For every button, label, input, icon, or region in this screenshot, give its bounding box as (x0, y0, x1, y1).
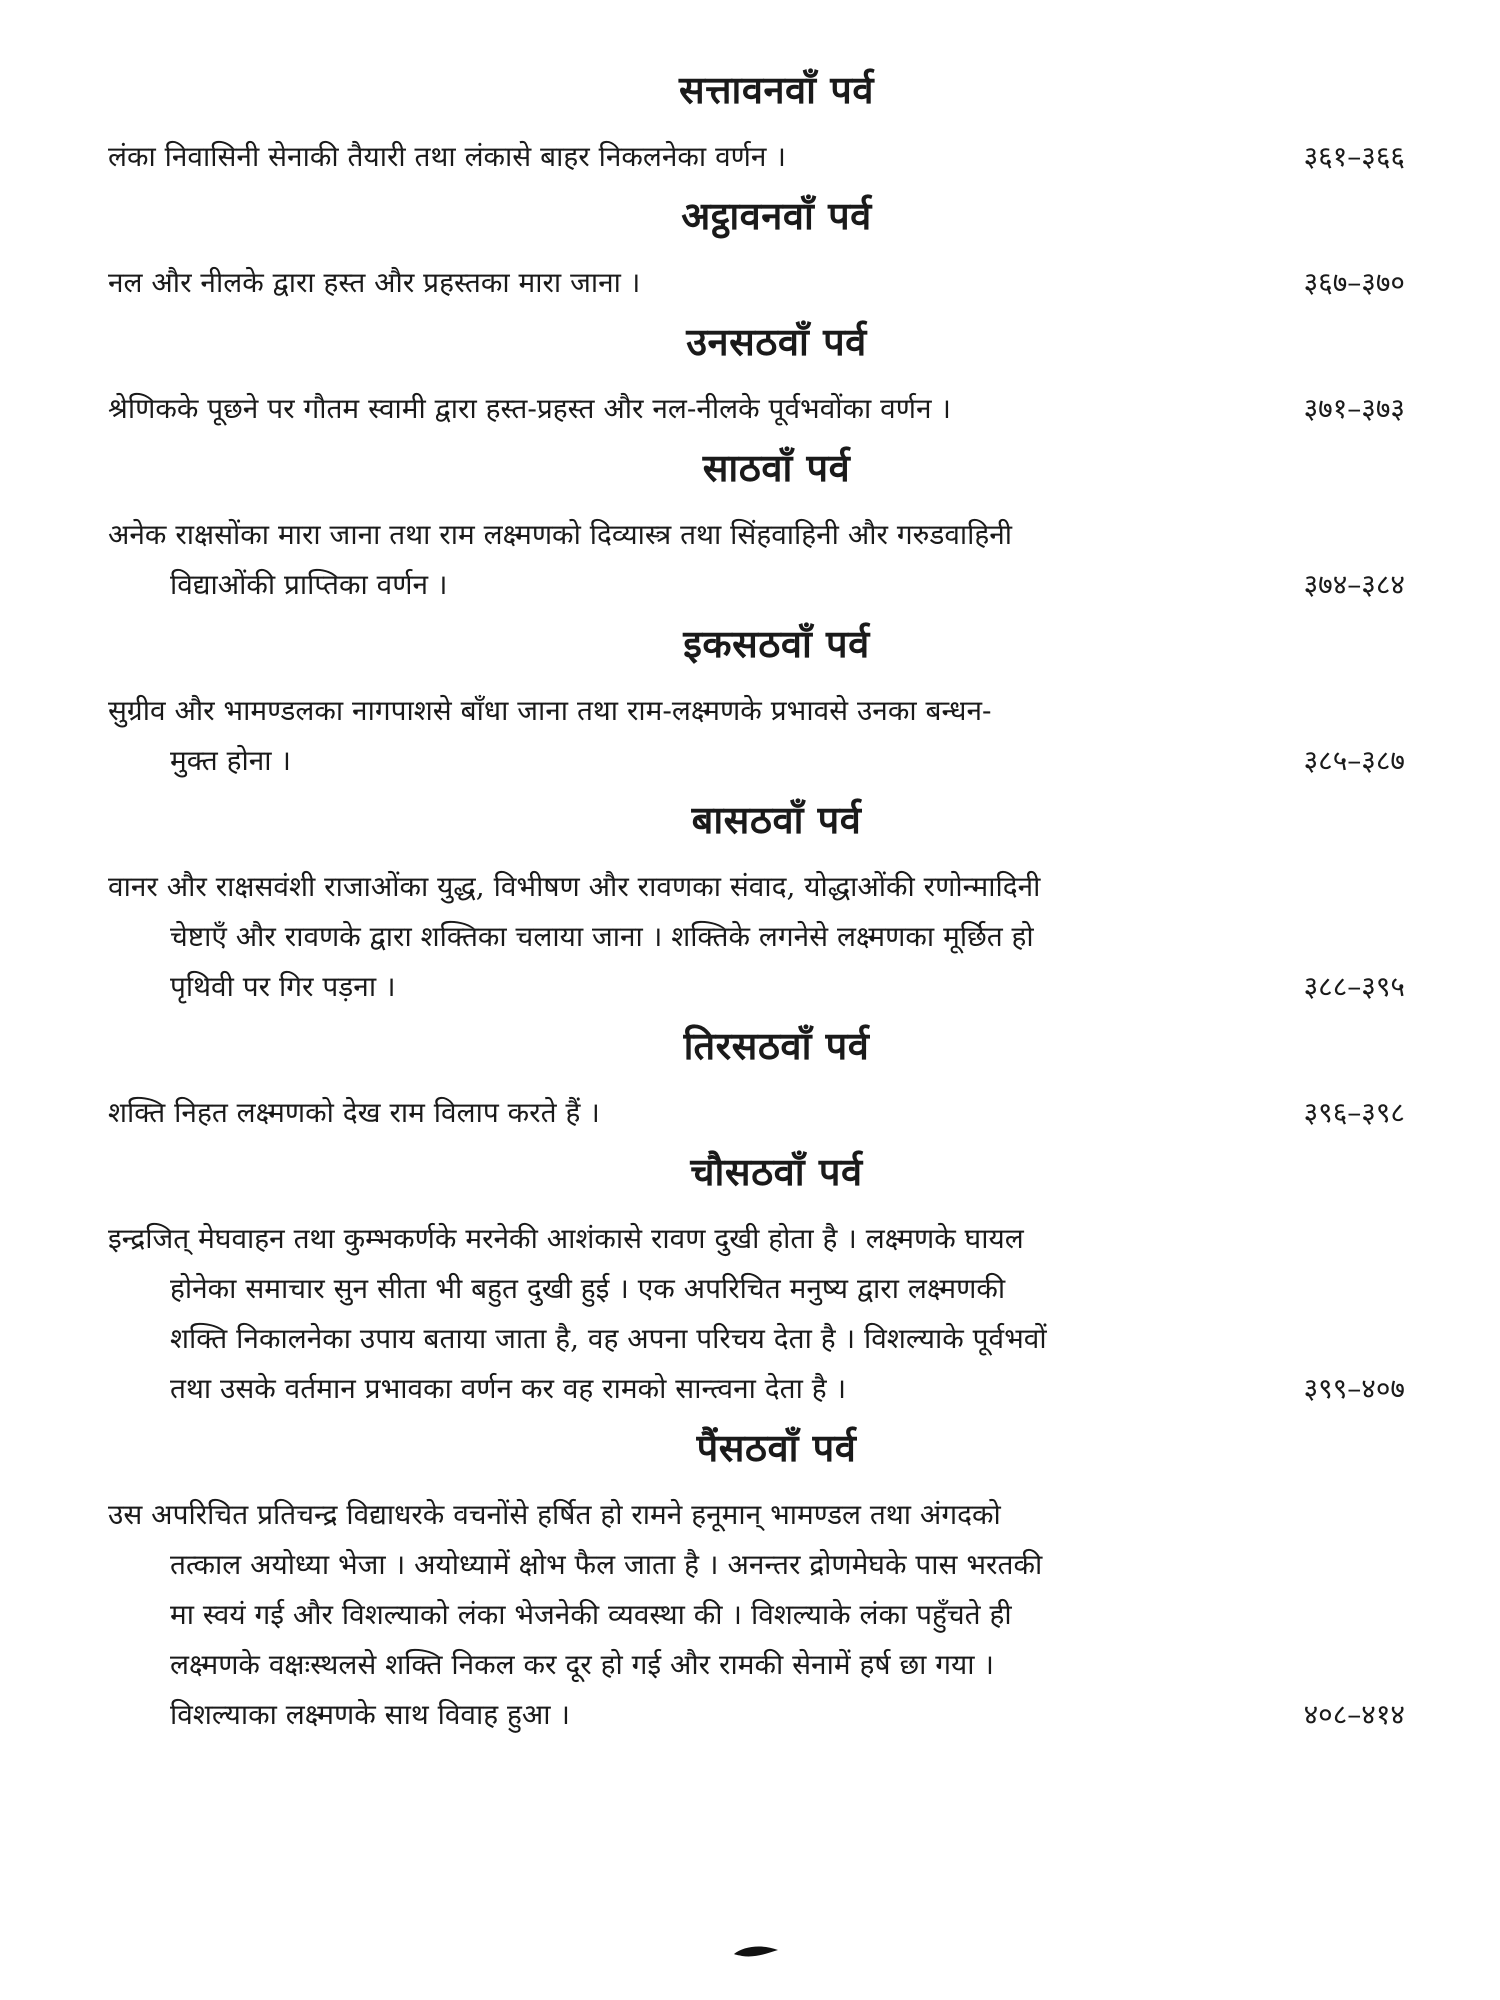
section-heading: सत्तावनवाँ पर्व (679, 68, 874, 112)
page-range: ३७१–३७३ (1303, 392, 1405, 425)
section-heading: उनसठवाँ पर्व (686, 320, 867, 364)
toc-entry (108, 686, 1405, 786)
page-range: ३८५–३८७ (1303, 744, 1405, 777)
section-59 (108, 314, 1405, 434)
entry-line: अनेक राक्षसोंका मारा जाना तथा राम लक्ष्मणको दिव्यास्त्र तथा सिंहवाहिनी और गरुडवाहिनी (108, 518, 1013, 551)
entry-line: लंका निवासिनी सेनाकी तैयारी तथा लंकासे बाहर निकलनेका वर्णन । (108, 140, 786, 173)
page-range: ४०८–४१४ (1303, 1698, 1405, 1731)
section-61 (108, 616, 1405, 786)
entry-line: मा स्वयं गई और विशल्याको लंका भेजनेकी व्यवस्था की । विशल्याके लंका पहुँचते ही (170, 1598, 1012, 1631)
page-range: ३६७–३७० (1303, 266, 1405, 299)
entry-line: शक्ति निहत लक्ष्मणको देख राम विलाप करते हैं । (108, 1096, 600, 1129)
toc-entry (108, 1490, 1405, 1740)
entry-line: विशल्याका लक्ष्मणके साथ विवाह हुआ । (170, 1698, 571, 1731)
entry-line: होनेका समाचार सुन सीता भी बहुत दुखी हुई । एक अपरिचित मनुष्य द्वारा लक्ष्मणकी (170, 1272, 1006, 1305)
entry-line: मुक्त होना । (170, 744, 292, 777)
toc-entry (108, 1088, 1405, 1138)
entry-line: वानर और राक्षसवंशी राजाओंका युद्ध, विभीषण और रावणका संवाद, योद्धाओंकी रणोन्मादिनी (108, 870, 1041, 903)
page-range: ३९६–३९८ (1303, 1096, 1405, 1129)
section-57 (108, 62, 1405, 182)
page-range: ३७४–३८४ (1303, 568, 1405, 601)
entry-line: विद्याओंकी प्राप्तिका वर्णन । (170, 568, 448, 601)
toc-entry (108, 258, 1405, 308)
section-65 (108, 1420, 1405, 1740)
section-heading: साठवाँ पर्व (702, 446, 851, 490)
entry-line: चेष्टाएँ और रावणके द्वारा शक्तिका चलाया जाना । शक्तिके लगनेसे लक्ष्मणका मूर्छित हो (170, 920, 1034, 953)
entry-line: सुग्रीव और भामण्डलका नागपाशसे बाँधा जाना तथा राम-लक्ष्मणके प्रभावसे उनका बन्धन- (108, 694, 992, 727)
leaf-ornament-icon (732, 1944, 780, 1960)
section-heading: तिरसठवाँ पर्व (683, 1024, 870, 1068)
toc-entry (108, 862, 1405, 1012)
entry-line: नल और नीलके द्वारा हस्त और प्रहस्तका मारा जाना । (108, 266, 641, 299)
entry-line: तत्काल अयोध्या भेजा । अयोध्यामें क्षोभ फैल जाता है । अनन्तर द्रोणमेघके पास भरतकी (170, 1548, 1043, 1581)
section-62 (108, 792, 1405, 1012)
toc-entry (108, 132, 1405, 182)
entry-line: शक्ति निकालनेका उपाय बताया जाता है, वह अपना परिचय देता है । विशल्याके पूर्वभवों (170, 1322, 1047, 1355)
section-heading: चौसठवाँ पर्व (690, 1150, 863, 1194)
section-60 (108, 440, 1405, 610)
entry-line: उस अपरिचित प्रतिचन्द्र विद्याधरके वचनोंसे हर्षित हो रामने हनूमान् भामण्डल तथा अंगदको (108, 1498, 1001, 1531)
section-heading: अट्ठावनवाँ पर्व (681, 194, 872, 238)
section-58 (108, 188, 1405, 308)
entry-line: पृथिवी पर गिर पड़ना । (170, 970, 396, 1003)
toc-entry (108, 384, 1405, 434)
page-range: ३९९–४०७ (1303, 1372, 1405, 1405)
toc-entry (108, 1214, 1405, 1414)
page-range: ३८८–३९५ (1303, 970, 1405, 1003)
entry-line: इन्द्रजित् मेघवाहन तथा कुम्भकर्णके मरनेकी आशंकासे रावण दुखी होता है । लक्ष्मणके घायल (108, 1222, 1024, 1255)
entry-line: श्रेणिकके पूछने पर गौतम स्वामी द्वारा हस्त-प्रहस्त और नल-नीलके पूर्वभवोंका वर्णन । (108, 392, 952, 425)
section-63 (108, 1018, 1405, 1138)
section-heading: बासठवाँ पर्व (691, 798, 862, 842)
entry-line: तथा उसके वर्तमान प्रभावका वर्णन कर वह रामको सान्त्वना देता है । (170, 1372, 847, 1405)
toc-entry (108, 510, 1405, 610)
entry-line: लक्ष्मणके वक्षःस्थलसे शक्ति निकल कर दूर हो गई और रामकी सेनामें हर्ष छा गया । (170, 1648, 994, 1681)
section-heading: पैंसठवाँ पर्व (696, 1426, 857, 1470)
section-heading: इकसठवाँ पर्व (683, 622, 870, 666)
section-64 (108, 1144, 1405, 1414)
page-range: ३६१–३६६ (1303, 140, 1405, 173)
